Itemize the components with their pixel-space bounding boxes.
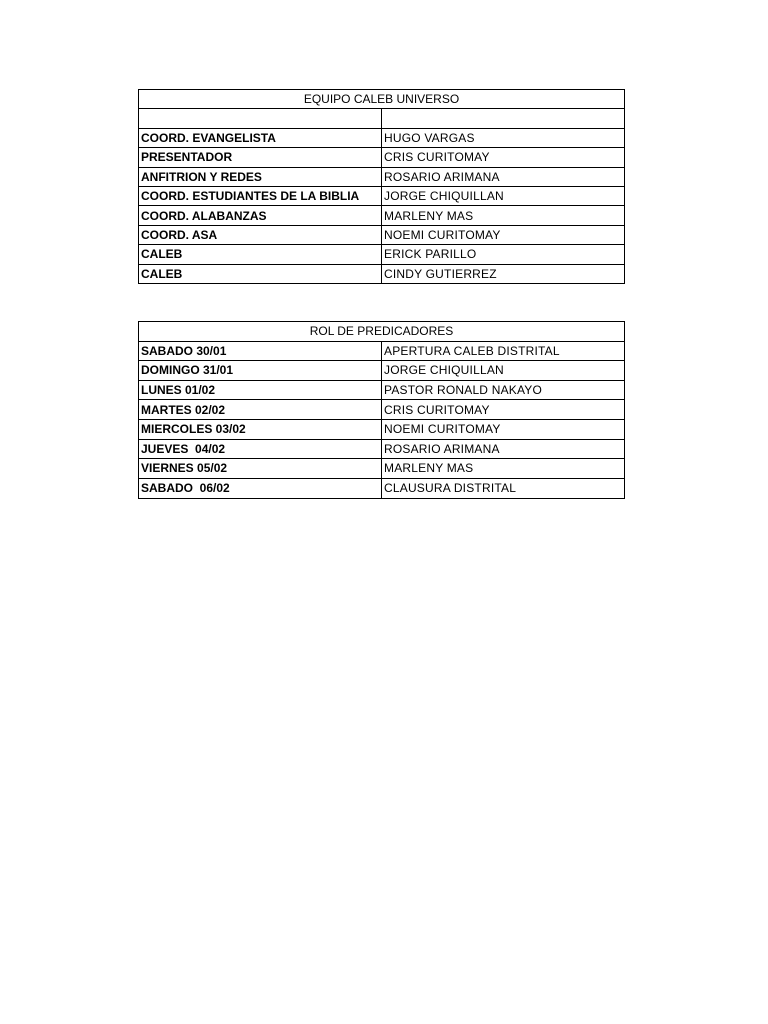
preacher-day-cell: SABADO 06/02 [139,478,382,498]
team-role-cell: COORD. ESTUDIANTES DE LA BIBLIA [139,186,382,205]
preacher-name-cell: NOEMI CURITOMAY [382,419,625,439]
team-role-cell: CALEB [139,264,382,283]
team-role-cell [139,109,382,128]
table-row [139,459,625,479]
preacher-day-cell: MARTES 02/02 [139,400,382,420]
table-row [139,167,625,186]
team-name-cell: JORGE CHIQUILLAN [382,186,625,205]
preachers-table [138,321,625,499]
preacher-day-cell: DOMINGO 31/01 [139,361,382,381]
team-name-cell: CRIS CURITOMAY [382,148,625,167]
team-table [138,89,625,284]
team-title-row [139,90,625,109]
preachers-title-row [139,322,625,342]
preacher-day-cell: MIERCOLES 03/02 [139,419,382,439]
table-row [139,128,625,147]
table-row [139,341,625,361]
team-title: EQUIPO CALEB UNIVERSO [139,90,625,109]
preacher-day-cell: SABADO 30/01 [139,341,382,361]
team-name-cell: CINDY GUTIERREZ [382,264,625,283]
team-role-cell: COORD. ASA [139,225,382,244]
preacher-day-cell: JUEVES 04/02 [139,439,382,459]
preacher-name-cell: JORGE CHIQUILLAN [382,361,625,381]
table-row [139,225,625,244]
table-row [139,400,625,420]
team-role-cell: COORD. ALABANZAS [139,206,382,225]
team-name-cell: ROSARIO ARIMANA [382,167,625,186]
preacher-day-cell: LUNES 01/02 [139,380,382,400]
team-role-cell: CALEB [139,245,382,264]
preacher-name-cell: PASTOR RONALD NAKAYO [382,380,625,400]
preacher-day-cell: VIERNES 05/02 [139,459,382,479]
team-name-cell: HUGO VARGAS [382,128,625,147]
team-name-cell: NOEMI CURITOMAY [382,225,625,244]
team-name-cell [382,109,625,128]
table-row [139,186,625,205]
preacher-name-cell: CLAUSURA DISTRITAL [382,478,625,498]
preacher-name-cell: ROSARIO ARIMANA [382,439,625,459]
preachers-title: ROL DE PREDICADORES [139,322,625,342]
team-role-cell: ANFITRION Y REDES [139,167,382,186]
table-row [139,380,625,400]
table-row [139,419,625,439]
table-row [139,245,625,264]
team-role-cell: PRESENTADOR [139,148,382,167]
table-row [139,439,625,459]
table-row [139,206,625,225]
preacher-name-cell: MARLENY MAS [382,459,625,479]
team-name-cell: MARLENY MAS [382,206,625,225]
preacher-name-cell: CRIS CURITOMAY [382,400,625,420]
table-row [139,361,625,381]
table-row [139,478,625,498]
preacher-name-cell: APERTURA CALEB DISTRITAL [382,341,625,361]
table-row [139,109,625,128]
table-row [139,148,625,167]
team-name-cell: ERICK PARILLO [382,245,625,264]
team-role-cell: COORD. EVANGELISTA [139,128,382,147]
table-row [139,264,625,283]
